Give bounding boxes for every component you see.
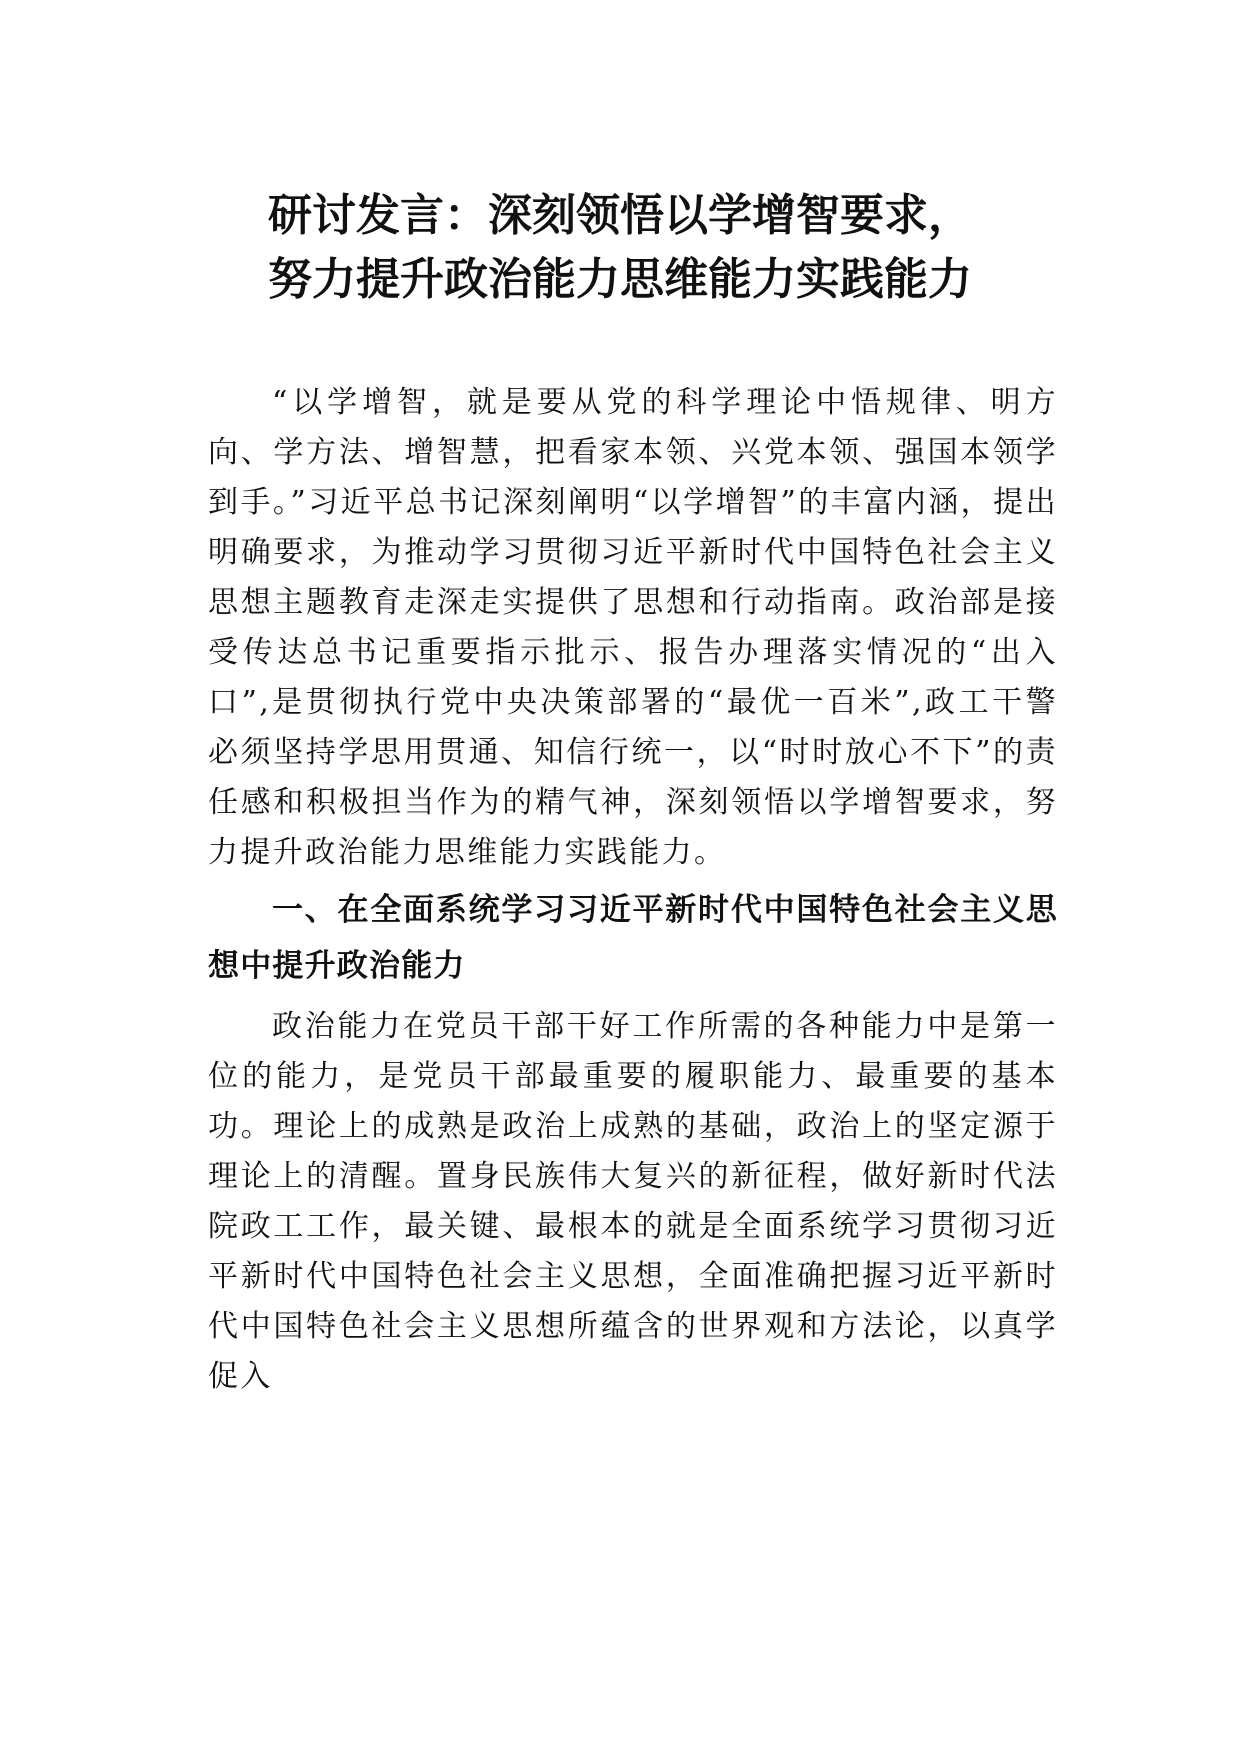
document-title-line-1: 研讨发言：深刻领悟以学增智要求， bbox=[268, 190, 972, 241]
intro-paragraph: “以学增智，就是要从党的科学理论中悟规律、明方向、学方法、增智慧，把看家本领、兴党本领、强国本领学到手。”习近平总书记深刻阐明“以学增智”的丰富内涵，提出明确要求，为推动学习贯彻习近平新时代中国特色社会主义思想主题教育走深走实提供了思想和行动指南。政治部是接受传达总书记重要指示批示、报告办理落实情况的“出入口”,是贯彻执行党中央决策部署的“最优一百米”,政工干警必须坚持学思用贯通、知信行统一，以“时时放心不下”的责任感和积极担当作为的精气神，深刻领悟以学增智要求，努力提升政治能力思维能力实践能力。 bbox=[208, 385, 1058, 870]
document-title-line-2: 努力提升政治能力思维能力实践能力 bbox=[268, 254, 972, 305]
section-heading-1: 一、在全面系统学习习近平新时代中国特色社会主义思想中提升政治能力 bbox=[208, 892, 1058, 984]
document-body bbox=[208, 378, 1058, 1402]
section-1-paragraph: 政治能力在党员干部干好工作所需的各种能力中是第一位的能力，是党员干部最重要的履职能力、最重要的基本功。理论上的成熟是政治上成熟的基础，政治上的坚定源于理论上的清醒。置身民族伟大复兴的新征程，做好新时代法院政工工作，最关键、最根本的就是全面系统学习贯彻习近平新时代中国特色社会主义思想，全面准确把握习近平新时代中国特色社会主义思想所蕴含的世界观和方法论，以真学促入 bbox=[208, 1009, 1058, 1394]
